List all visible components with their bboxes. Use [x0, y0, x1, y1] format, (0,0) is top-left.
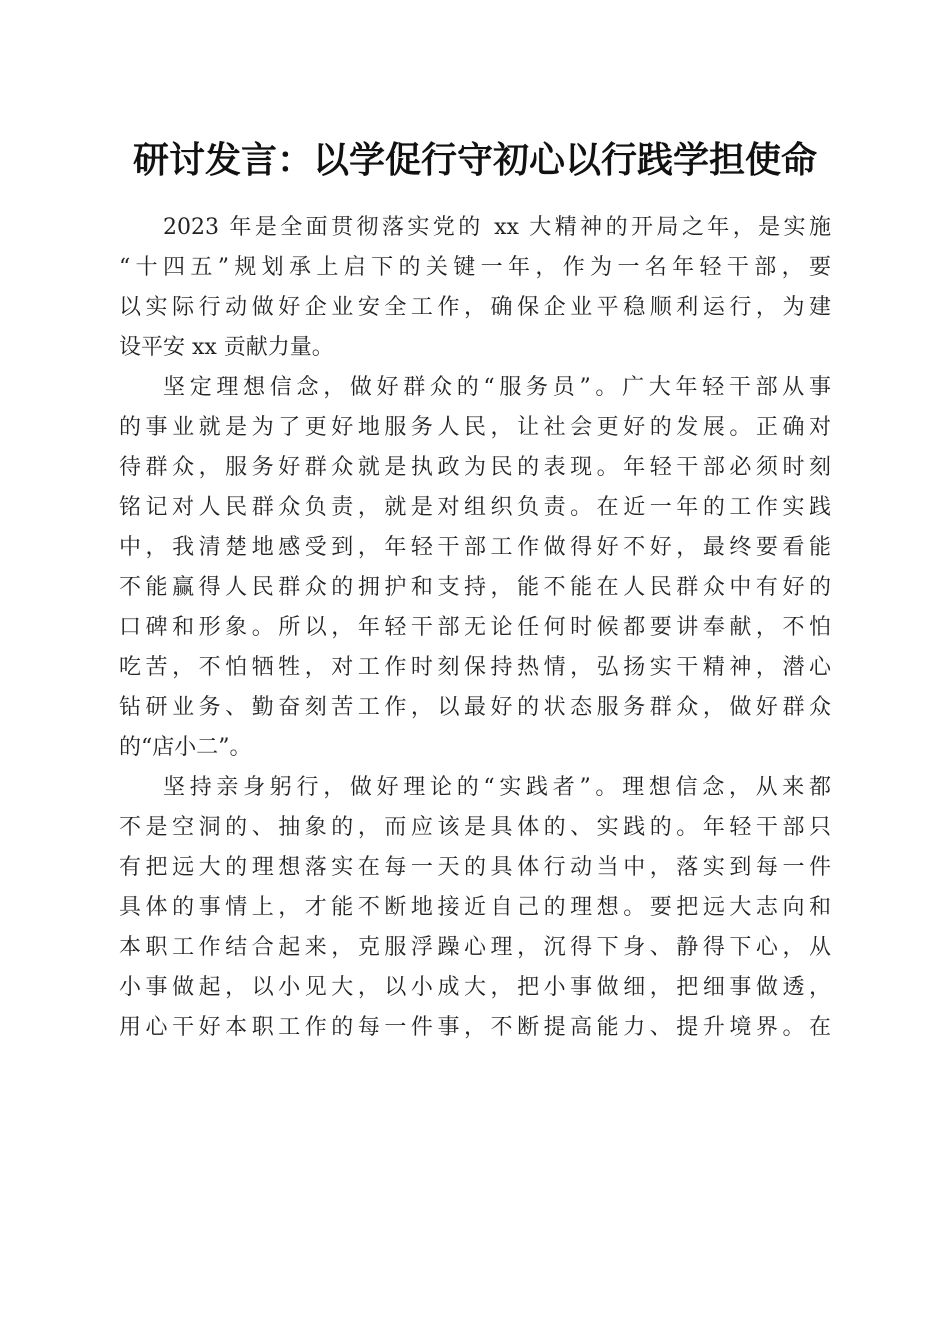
- paragraph-1-line-4: 设平安 xx 贡献力量。: [119, 335, 334, 360]
- paragraph-2-line-3: 待群众，服务好群众就是执政为民的表现。年轻干部必须时刻: [119, 455, 831, 480]
- paragraph-2-line-9: 钻研业务、勤奋刻苦工作，以最好的状态服务群众，做好群众: [119, 695, 831, 720]
- paragraph-2-line-5: 中，我清楚地感受到，年轻干部工作做得好不好，最终要看能: [119, 535, 831, 560]
- paragraph-3-line-6: 小事做起，以小见大，以小成大，把小事做细，把细事做透，: [119, 975, 831, 1000]
- paragraph-2-line-7: 口碑和形象。所以，年轻干部无论任何时候都要讲奉献，不怕: [119, 615, 831, 640]
- paragraph-1-line-2: “十四五”规划承上启下的关键一年，作为一名年轻干部，要: [119, 255, 831, 280]
- paragraph-2-line-4: 铭记对人民群众负责，就是对组织负责。在近一年的工作实践: [119, 495, 831, 520]
- paragraph-1-line-3: 以实际行动做好企业安全工作，确保企业平稳顺利运行，为建: [119, 295, 831, 320]
- paragraph-2-line-6: 不能赢得人民群众的拥护和支持，能不能在人民群众中有好的: [119, 575, 831, 600]
- paragraph-3-line-3: 有把远大的理想落实在每一天的具体行动当中，落实到每一件: [119, 855, 831, 880]
- paragraph-3-line-5: 本职工作结合起来，克服浮躁心理，沉得下身、静得下心，从: [119, 935, 831, 960]
- paragraph-2-line-1: 坚定理想信念，做好群众的“服务员”。广大年轻干部从事: [163, 375, 831, 400]
- paragraph-3-line-7: 用心干好本职工作的每一件事，不断提高能力、提升境界。在: [119, 1015, 831, 1040]
- document-title: 研讨发言：以学促行守初心以行践学担使命: [132, 139, 817, 181]
- paragraph-3-line-1: 坚持亲身躬行，做好理论的“实践者”。理想信念，从来都: [163, 775, 831, 800]
- paragraph-3-line-2: 不是空洞的、抽象的，而应该是具体的、实践的。年轻干部只: [119, 815, 831, 840]
- paragraph-2-line-10: 的“店小二”。: [119, 735, 252, 760]
- paragraph-1-line-1: 2023 年是全面贯彻落实党的 xx 大精神的开局之年，是实施: [163, 215, 831, 240]
- document-body: [119, 208, 831, 1048]
- paragraph-2-line-8: 吃苦，不怕牺牲，对工作时刻保持热情，弘扬实干精神，潜心: [119, 655, 831, 680]
- paragraph-2-line-2: 的事业就是为了更好地服务人民，让社会更好的发展。正确对: [119, 415, 831, 440]
- paragraph-3-line-4: 具体的事情上，才能不断地接近自己的理想。要把远大志向和: [119, 895, 831, 920]
